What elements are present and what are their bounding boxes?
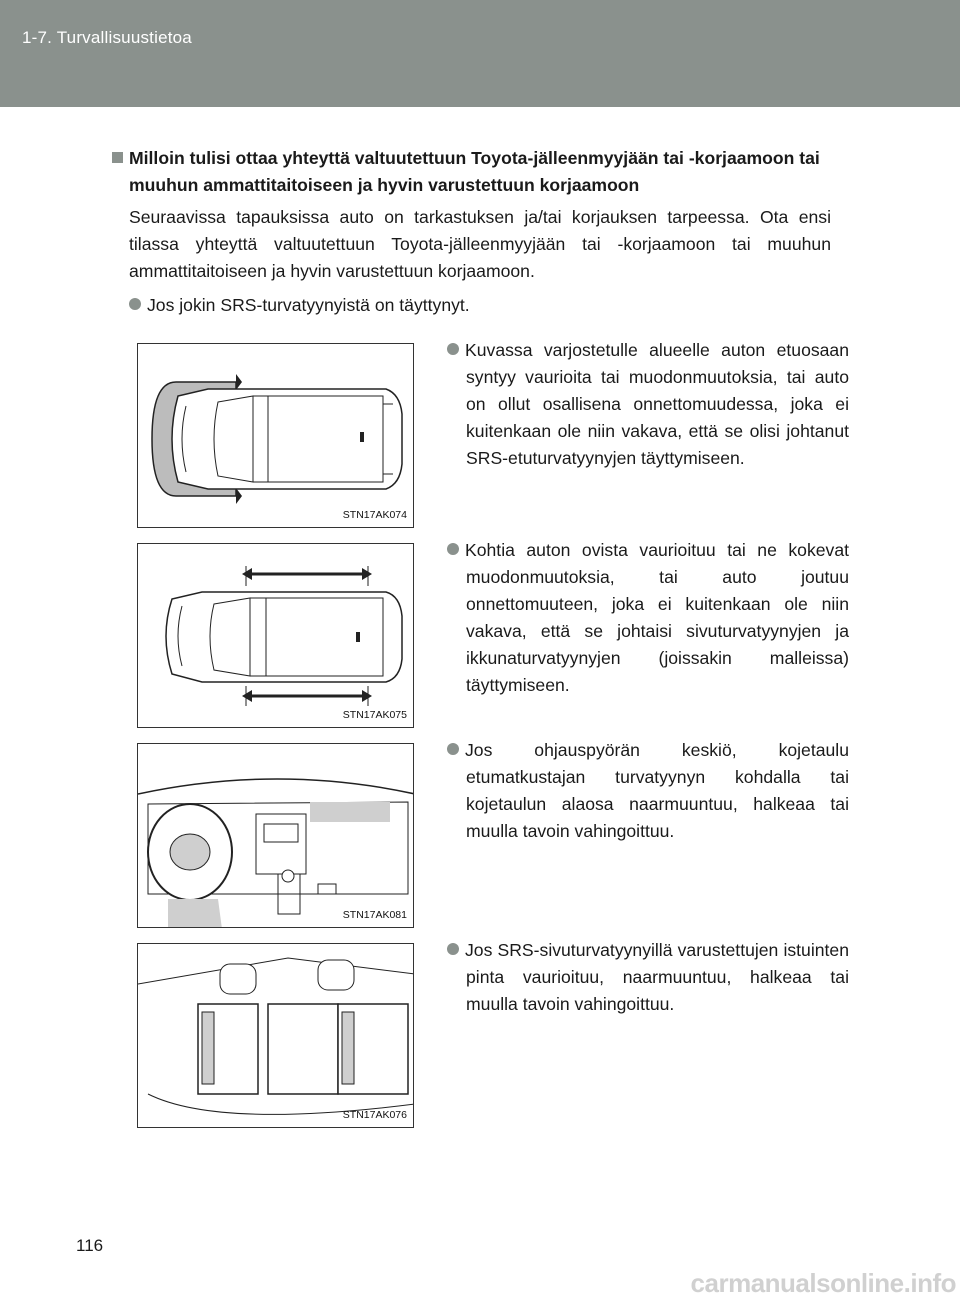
list-item-text: Kuvassa varjostetulle alueelle auton etuosaan syntyy vaurioita tai muodonmuutoksia, tai auto on ollut osallisena onnettomuudessa, joka ei kuitenkaan ole niin vakava, että se olisi johtanut SRS-etuturvatyynyjen täyttymiseen. — [465, 340, 849, 468]
figure-dashboard-damage — [137, 743, 414, 928]
dashboard-interior-icon — [138, 744, 414, 928]
figure-seat-damage — [137, 943, 414, 1128]
bullet-dot-icon — [129, 298, 141, 310]
figure-code: STN17AK075 — [342, 709, 407, 721]
list-item — [447, 537, 849, 699]
bullet-dot-icon — [447, 343, 459, 355]
list-item — [447, 737, 849, 845]
bullet-dot-icon — [447, 543, 459, 555]
list-item-text: Jos ohjauspyörän keskiö, kojetaulu etumatkustajan turvatyynyn kohdalla tai kojetaulun alaosa naarmuuntuu, halkeaa tai muulla tavoin vahingoittuu. — [465, 740, 849, 841]
main-bullet — [129, 292, 829, 319]
figure-side-damage — [137, 543, 414, 728]
main-bullet-text: Jos jokin SRS-turvatyynyistä on täyttynyt. — [147, 295, 470, 315]
figure-code: STN17AK074 — [342, 509, 407, 521]
bullet-dot-icon — [447, 943, 459, 955]
car-top-view-side-icon — [138, 544, 414, 728]
figure-code: STN17AK076 — [342, 1109, 407, 1121]
section-title: 1-7. Turvallisuustietoa — [22, 28, 192, 47]
watermark: carmanualsonline.info — [690, 1268, 956, 1298]
square-bullet-icon — [112, 152, 123, 163]
list-item-text: Jos SRS-sivuturvatyynyillä varustettujen istuinten pinta vaurioituu, naarmuuntuu, halkeaa tai muulla tavoin vahingoittuu. — [465, 940, 849, 1014]
page-number: 116 — [76, 1236, 104, 1255]
page-header — [0, 0, 960, 107]
list-item — [447, 337, 849, 472]
list-item-text: Kohtia auton ovista vaurioituu tai ne kokevat muodonmuutoksia, tai auto joutuu onnettomuuteen, joka ei kuitenkaan ole niin vakava, että se johtaisi sivuturvatyynyjen ja ikkunaturvatyynyjen (joissakin malleissa) täyttymiseen. — [465, 540, 849, 695]
car-seats-icon — [138, 944, 414, 1128]
figure-code: STN17AK081 — [342, 909, 407, 921]
car-top-view-front-icon — [138, 344, 414, 528]
figure-front-damage — [137, 343, 414, 528]
heading-text: Milloin tulisi ottaa yhteyttä valtuutettuun Toyota-jälleenmyyjään tai -korjaamoon tai muuhun ammattitaitoiseen ja hyvin varustettuun korjaamoon — [129, 148, 820, 195]
section-heading — [112, 145, 869, 199]
list-item — [447, 937, 849, 1018]
intro-paragraph: Seuraavissa tapauksissa auto on tarkastuksen ja/tai korjauksen tarpeessa. Ota ensi tilassa yhteyttä valtuutettuun Toyota-jälleenmyyjään tai -korjaamoon tai muuhun ammattitaitoiseen ja hyvin varustettuun korjaamoon. — [129, 207, 831, 281]
bullet-dot-icon — [447, 743, 459, 755]
